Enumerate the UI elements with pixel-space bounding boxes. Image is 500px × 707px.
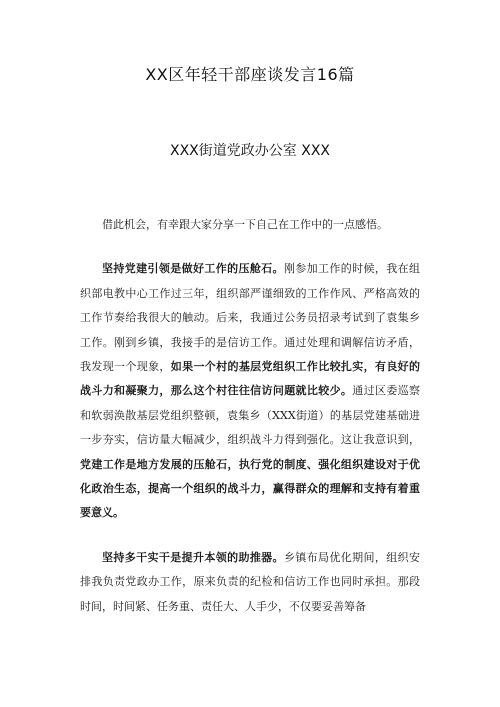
intro-paragraph: 借此机会，有幸跟大家分享一下自己在工作中的一点感悟。 [102,218,388,231]
paragraph-text: 乡镇布局优化期间，组织安排我负责党政办工作，原来负责的纪检和信访工作也同时承担。那段时间，时间紧、任务重、责任大、人手少，不仅要妥善筹备 [80,550,421,613]
document-subtitle: XXX街道党政办公室 XXX [170,143,330,159]
paragraph-heading: 坚持党建引领是做好工作的压舱石。 [102,262,284,276]
paragraph-text: 通过区委巡察和软弱涣散基层党组织整顿，袁集乡（XXX街道）的基层党建基础进一步夯实，信访量大幅减少，组织战斗力得到强化。这让我意识到， [80,384,421,447]
paragraph-emphasis: 党建工作是地方发展的压舱石，执行党的制度、强化组织建设对于优化政治生态，提高一个组织的战斗力，赢得群众的理解和支持有着重要意义。 [80,457,420,520]
paragraph-hard-work [80,546,420,619]
paragraph-heading: 坚持多干实干是提升本领的助推器。 [102,550,284,564]
paragraph-party-building [80,257,420,525]
document-body [80,213,420,639]
document-title: XX区年轻干部座谈发言16篇 [145,65,355,84]
paragraph-text: 刚参加工作的时候，我在组织部电教中心工作过三年，组织部严谨细致的工作作风、严格高效的工作节奏给我很大的触动。后来，我通过公务员招录考试到了袁集乡工作。刚到乡镇，我接手的是信访工作。通过处理和调解信访矛盾，我发现一个现象， [80,262,421,374]
paragraph-emphasis: 如果一个村的基层党组织工作比较扎实，有良好的战斗力和凝聚力，那么这个村往往信访问题就比较少。 [80,360,421,398]
